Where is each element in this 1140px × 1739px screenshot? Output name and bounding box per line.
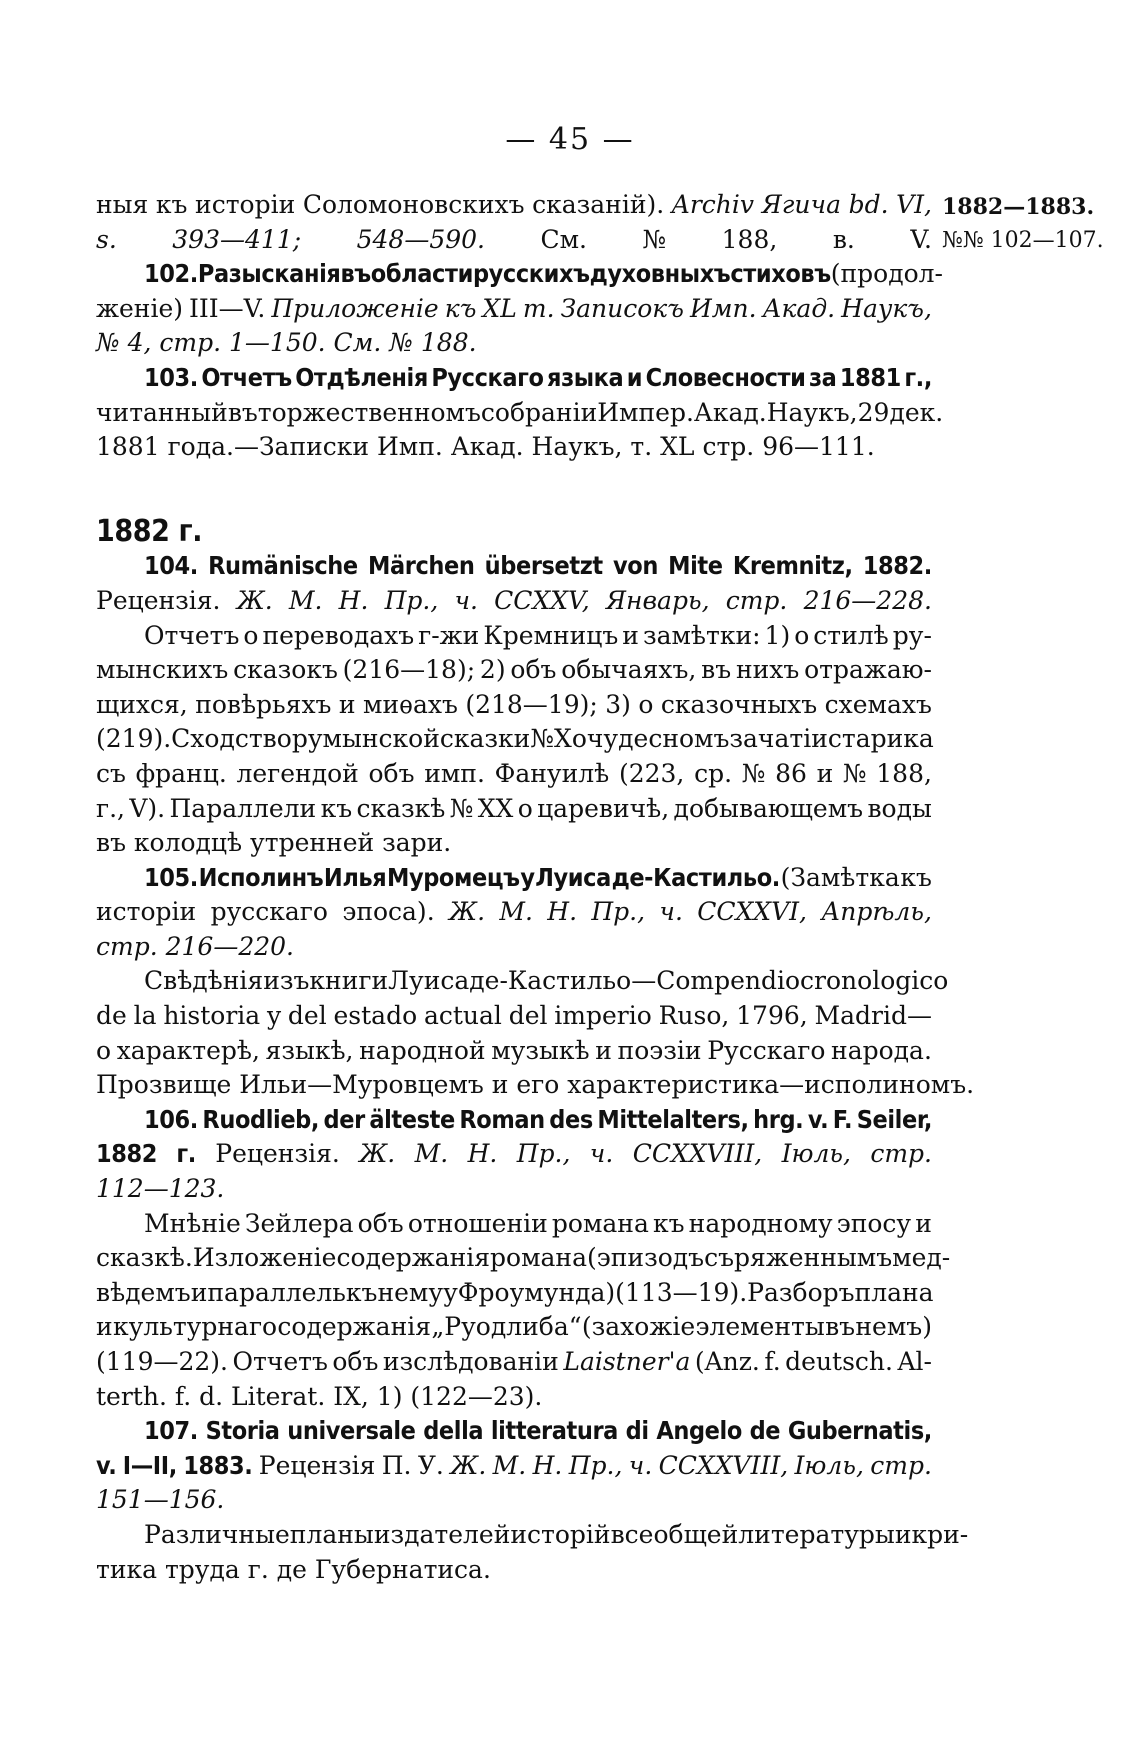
text-line: s. 393—411; 548—590. См. № 188, в. V. [96, 224, 932, 254]
text-line: 112—123. [96, 1174, 225, 1204]
text-line: тика труда г. де Губернатиса. [96, 1554, 491, 1584]
page-text [96, 188, 975, 1587]
text-line: Отчетъ о переводахъ г-жи Кремницъ и замѣтки: 1) о стилѣ ру- [144, 620, 932, 650]
text-line: (219). Сходство румынской сказки № X о чудесномъ зачатіи старика [96, 724, 934, 754]
text-line: Свѣдѣнія изъ книги Луиса де-Кастильо— Compendio cronologico [144, 966, 949, 996]
text-line: v. I—II, 1883. Рецензія П. У. Ж. М. Н. Пр., ч. CCXXVIII, Іюль, стр. [96, 1450, 932, 1480]
text-line: сказкѣ. Изложеніе содержанія романа (эпизодъ съ ряженнымъ мед- [96, 1243, 951, 1273]
entry-104-title: 104. Rumänische Märchen übersetzt von Mite Kremnitz, 1882. [144, 551, 932, 581]
text-line: и культурнаго содержанія „Руодлиба“ (захожіе элементы въ немъ) [96, 1312, 932, 1342]
text-line: о характерѣ, языкѣ, народной музыкѣ и поэзіи Русскаго народа. [96, 1035, 932, 1065]
entry-105-title: 105. Исполинъ Илья Муромецъ у Луиса де-Кастильо. (Замѣтка къ [144, 862, 932, 892]
text-line: съ франц. легендой объ имп. Фануилѣ (223, ср. № 86 и № 188, [96, 758, 932, 788]
page-number: — 45 — [505, 122, 635, 157]
text-line: 1882 г. Рецензія. Ж. М. Н. Пр., ч. CCXXVIII, Іюль, стр. [96, 1139, 932, 1169]
text-line: Прозвище Ильи—Муровцемъ и его характеристика—исполиномъ. [96, 1070, 975, 1100]
text-line: Мнѣніе Зейлера объ отношеніи романа къ народному эпосу и [144, 1208, 932, 1238]
text-line: (119—22). Отчетъ объ изслѣдованіи Laistner'a (Anz. f. deutsch. Al- [96, 1347, 932, 1376]
text-line: Различные планы издателей исторій всеобщей литературы и кри- [144, 1519, 969, 1549]
text-line: 1881 года.—Записки Имп. Акад. Наукъ, т. XL стр. 96—111. [96, 432, 875, 462]
text-line: стр. 216—220. [96, 931, 294, 961]
text-line: de la historia y del estado actual del imperio Ruso, 1796, Madrid— [96, 1001, 932, 1031]
text-line: г., V). Параллели къ сказкѣ № XX о царевичѣ, добывающемъ воды [96, 793, 932, 823]
year-heading: 1882 г. [96, 513, 203, 549]
entry-107-title: 107. Storia universale della litteratura di Angelo de Gubernatis, [144, 1416, 932, 1446]
text-line: ныя къ исторіи Соломоновскихъ сказаній). Archiv Ягича bd. VI, [96, 190, 932, 219]
text-line: № 4, стр. 1—150. См. № 188. [96, 328, 477, 358]
entry-102-title: 102. Разысканія въ области русскихъ духовныхъ стиховъ (продол- [144, 259, 943, 289]
text-line: 151—156. [96, 1485, 225, 1515]
text-line: въ колодцѣ утренней зари. [96, 828, 452, 858]
text-line: читанный въ торжественномъ собраніи Импер. Акад. Наукъ, 29 дек. [96, 397, 944, 427]
text-line: женіе) III—V. Приложеніе къ XL т. Записокъ Имп. Акад. Наукъ, [96, 293, 932, 323]
text-line: мынскихъ сказокъ (216—18); 2) объ обычаяхъ, въ нихъ отражаю- [96, 655, 932, 685]
text-line: Рецензія. Ж. М. Н. Пр., ч. CCXXV, Январь, стр. 216—228. [96, 585, 932, 615]
entry-106-title: 106. Ruodlieb, der älteste Roman des Mittelalters, hrg. v. F. Seiler, [144, 1104, 932, 1134]
text-line: вѣдемъ и параллель къ нему у Фроумунда) (113—19). Разборъ плана [96, 1277, 934, 1307]
margin-numbers: №№ 102—107. [942, 228, 1104, 253]
margin-years: 1882—1883. [942, 194, 1095, 220]
text-line: terth. f. d. Literat. IX, 1) (122—23). [96, 1381, 543, 1411]
text-line: исторіи русскаго эпоса). Ж. М. Н. Пр., ч. CCXXVI, Апрѣль, [96, 897, 932, 927]
entry-103-title: 103. Отчетъ Отдѣленія Русскаго языка и Словесности за 1881 г., [144, 362, 932, 392]
text-line: щихся, повѣрьяхъ и миѳахъ (218—19); 3) о сказочныхъ схемахъ [96, 689, 932, 719]
